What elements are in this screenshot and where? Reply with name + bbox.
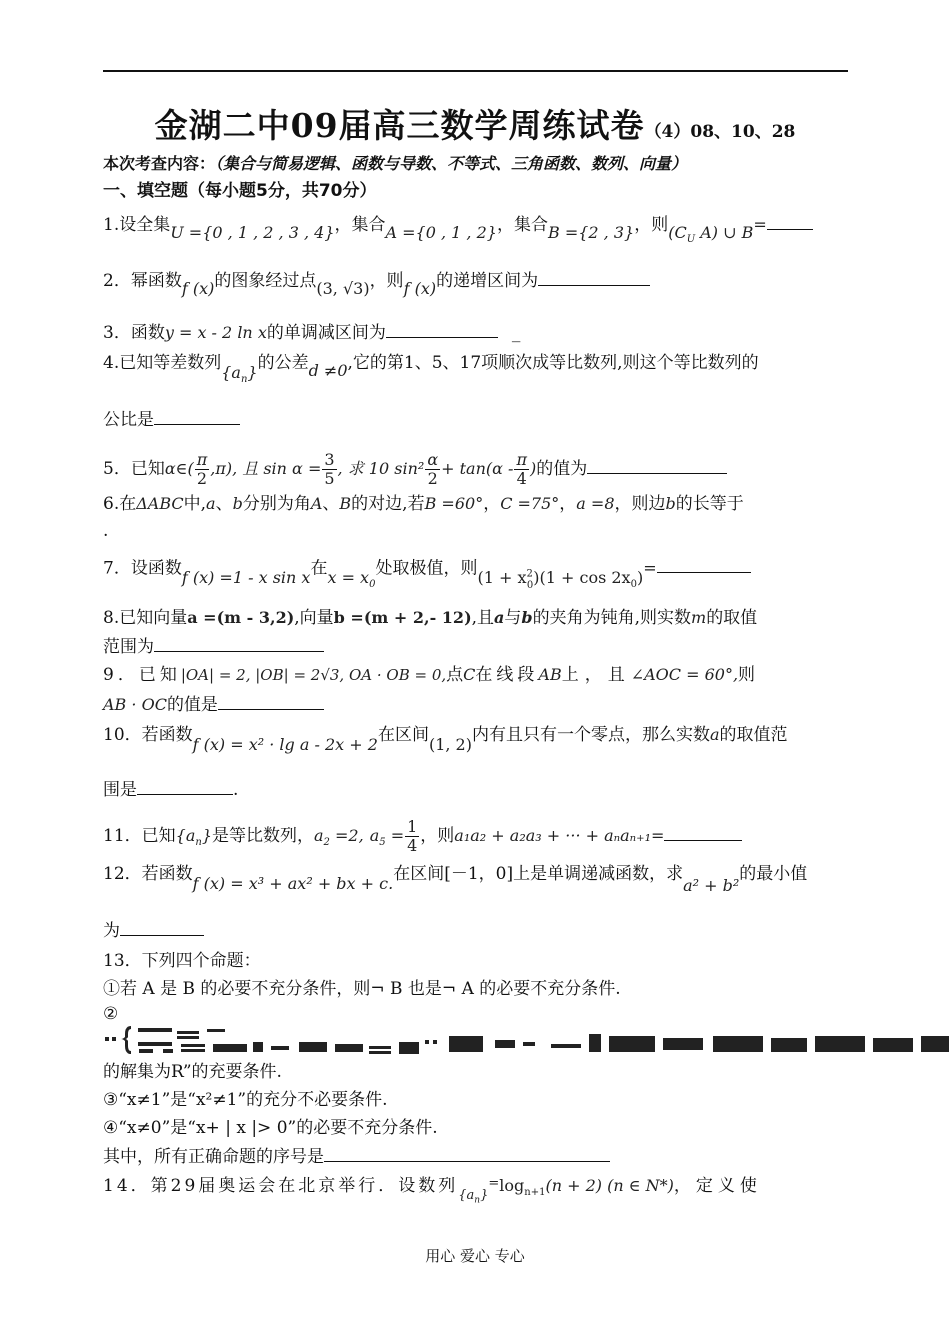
q4-text-b: 的公差 bbox=[257, 353, 309, 373]
q13-statement-2-label: ② bbox=[103, 1004, 119, 1024]
question-1 bbox=[103, 214, 853, 246]
q4-math-seq bbox=[221, 363, 258, 386]
answer-blank-12[interactable] bbox=[120, 920, 204, 936]
q9-t-c: 在线段 bbox=[475, 665, 539, 685]
q2-text-a: 2．幂函数 bbox=[103, 271, 182, 291]
q14-equals: = bbox=[488, 1176, 500, 1191]
q14-seq-a: {a bbox=[458, 1188, 475, 1203]
q7-math-x0 bbox=[327, 568, 376, 591]
answer-blank-13[interactable] bbox=[324, 1146, 610, 1162]
q1-expr-b: A) ∪ B bbox=[695, 223, 754, 242]
garbled-formula-image bbox=[103, 1020, 949, 1058]
q5-frac-2-den: 5 bbox=[324, 469, 335, 488]
q11-frac-num: 1 bbox=[407, 817, 418, 836]
q1-expr-sub: U bbox=[686, 234, 696, 246]
q14-t-b: ，定义使 bbox=[673, 1176, 762, 1196]
answer-blank-10[interactable] bbox=[137, 779, 233, 795]
question-12-cont bbox=[103, 920, 853, 942]
question-10-cont bbox=[103, 779, 853, 801]
q7-equals: = bbox=[643, 558, 657, 578]
q11-t-b: 是等比数列， bbox=[212, 826, 314, 846]
q9-m-2: C bbox=[463, 665, 476, 684]
q11-a2-a: a bbox=[314, 826, 324, 845]
q14-log-b: (n + 2) (n ∈ N*) bbox=[545, 1176, 674, 1195]
q6-m-1: ΔABC bbox=[136, 494, 184, 513]
q1-text-d: ，则 bbox=[634, 215, 669, 235]
q6-m-9: b bbox=[665, 494, 676, 513]
q8-vec-a: a =(m - 3,2) bbox=[187, 608, 295, 627]
q4-text-a: 4.已知等差数列 bbox=[103, 353, 222, 373]
q5-frac-4 bbox=[514, 451, 529, 488]
q11-seq-a: {a bbox=[175, 826, 196, 845]
q3-math: y = x - 2 ln x bbox=[164, 323, 267, 342]
q1-text-b: ，集合 bbox=[334, 215, 386, 235]
q6-t-h: ， bbox=[559, 494, 577, 514]
page-footer: 用心 爱心 专心 bbox=[425, 1247, 525, 1265]
q4-seq-sub: n bbox=[240, 374, 248, 386]
q2-text-d: 的递增区间为 bbox=[436, 271, 539, 291]
q5-frac-2-num: 3 bbox=[324, 450, 335, 469]
q7-math-expr bbox=[477, 568, 644, 591]
q12-t-b: 在区间[－1，0]上是单调递减函数，求 bbox=[393, 864, 684, 884]
q14-log-sub: n+1 bbox=[524, 1187, 546, 1199]
q8-t-b: ,向量 bbox=[294, 608, 334, 628]
q8-a: a bbox=[494, 608, 505, 627]
q4-seq-a: {a bbox=[221, 363, 241, 382]
q1-math-expr bbox=[668, 223, 754, 246]
q10-t-f: . bbox=[233, 780, 239, 800]
q5-frac-1 bbox=[195, 451, 210, 488]
question-13: 13．下列四个命题： bbox=[103, 951, 261, 971]
q13-statement-4: ④“x≠0”是“x+ | x |> 0”的必要不充分条件. bbox=[103, 1118, 438, 1138]
q4-math-d: d ≠0 bbox=[308, 361, 348, 380]
section-heading: 一、填空题（每小题5分，共70分） bbox=[103, 181, 377, 201]
q11-t-c: ，则 bbox=[420, 826, 455, 846]
question-14 bbox=[103, 1175, 853, 1204]
q6-m-8: a =8 bbox=[576, 494, 615, 513]
q6-t-d: 分别为角 bbox=[242, 494, 311, 514]
q5-frac-4-num: π bbox=[516, 450, 527, 469]
q7-expr-sup: 2 bbox=[526, 569, 533, 580]
q13-answer-line bbox=[103, 1146, 853, 1168]
q5-math-4: + tan(α - bbox=[441, 459, 514, 478]
answer-blank-3[interactable] bbox=[386, 322, 498, 338]
q1-text-a: 1.设全集 bbox=[103, 215, 171, 235]
q6-t-a: 6.在 bbox=[103, 494, 137, 514]
q12-t-d: 为 bbox=[103, 921, 120, 941]
q6-t-i: ，则边 bbox=[614, 494, 666, 514]
question-7 bbox=[103, 554, 853, 591]
q11-seq bbox=[175, 826, 212, 849]
q5-frac-1-num: π bbox=[196, 450, 208, 469]
q11-a5-b: = bbox=[385, 826, 405, 845]
title-suffix: （4）08、10、28 bbox=[644, 122, 796, 142]
q10-t-e: 围是 bbox=[103, 780, 137, 800]
q13-answer-text: 其中，所有正确命题的序号是 bbox=[103, 1147, 324, 1167]
q11-frac-den: 4 bbox=[407, 836, 418, 855]
q6-m-5: B bbox=[339, 494, 352, 513]
q14-log bbox=[499, 1176, 674, 1199]
q8-t-e: 的夹角为钝角,则实数 bbox=[532, 608, 692, 628]
q14-seq-b: } bbox=[480, 1188, 489, 1203]
q12-m-2: a² + b² bbox=[683, 876, 740, 895]
q3-tail: _ bbox=[511, 323, 521, 343]
q14-t-a: 14．第29届奥运会在北京举行．设数列 bbox=[103, 1176, 459, 1196]
q8-t-f: 的取值 bbox=[706, 608, 758, 628]
q6-t-f: 的对边,若 bbox=[351, 494, 425, 514]
q10-t-c: 内有且只有一个零点，那么实数 bbox=[471, 725, 710, 745]
q10-m-3: a bbox=[709, 725, 720, 744]
q5-math-3: , 求 10 sin² bbox=[337, 459, 425, 478]
q13-statement-1: ①若 A 是 B 的必要不充分条件，则¬ B 也是¬ A 的必要不充分条件. bbox=[103, 979, 621, 999]
q7-expr-sub: 0 bbox=[526, 579, 534, 591]
q6-m-2: a bbox=[206, 494, 216, 513]
answer-blank-11[interactable] bbox=[664, 825, 742, 841]
question-2 bbox=[103, 270, 853, 298]
q11-equals: = bbox=[651, 826, 665, 845]
q9-m-1: |OA| = 2, |OB| = 2√3, OA · OB = 0, bbox=[180, 666, 447, 684]
title-text: 金湖二中09届高三数学周练试卷 bbox=[154, 106, 645, 145]
q10-t-a: 10．若函数 bbox=[103, 725, 193, 745]
q7-expr-c: ) bbox=[636, 568, 644, 588]
q1-math-b: B ={2 , 3} bbox=[547, 223, 635, 242]
q7-x0-sub: 0 bbox=[369, 579, 376, 591]
q12-t-a: 12．若函数 bbox=[103, 864, 193, 884]
question-11 bbox=[103, 818, 853, 855]
q5-math-2: ,π), 且 sin α = bbox=[210, 459, 322, 478]
q14-seq-sub: n bbox=[474, 1195, 481, 1206]
question-4-cont bbox=[103, 409, 853, 431]
scope-line bbox=[103, 153, 853, 175]
q10-m-2: (1, 2) bbox=[428, 735, 472, 754]
q3-text-a: 3．函数 bbox=[103, 323, 165, 343]
q11-a5-sub: 5 bbox=[379, 837, 386, 849]
q1-text-c: ，集合 bbox=[496, 215, 548, 235]
q11-a2-sub: 2 bbox=[323, 837, 330, 849]
answer-blank-9[interactable] bbox=[218, 694, 324, 710]
q4-text-c: ,它的第1、5、17项顺次成等比数列,则这个等比数列的 bbox=[347, 353, 759, 373]
q8-vec-b: b =(m + 2,- 12) bbox=[333, 608, 472, 627]
q7-text-b: 在 bbox=[310, 558, 328, 579]
q11-seq-b: } bbox=[201, 826, 212, 845]
answer-blank-5[interactable] bbox=[587, 458, 727, 474]
q8-t-g: 范围为 bbox=[103, 637, 154, 657]
q11-seq-sub: n bbox=[195, 837, 202, 849]
scope-label: 本次考查内容： bbox=[103, 154, 216, 173]
q7-text-a: 7．设函数 bbox=[103, 558, 182, 579]
q6-t-b: 中, bbox=[183, 494, 207, 514]
q8-m: m bbox=[691, 608, 707, 627]
question-4 bbox=[103, 352, 853, 386]
q5-frac-2 bbox=[322, 451, 336, 488]
question-9 bbox=[103, 664, 853, 686]
q11-sum: a₁a₂ + a₂a₃ + ··· + aₙaₙ₊₁ bbox=[454, 826, 652, 845]
q8-t-a: 8.已知向量 bbox=[103, 608, 188, 628]
q6-m-3: b bbox=[232, 494, 243, 513]
q12-m-1: f (x) = x³ + ax² + bx + c. bbox=[192, 874, 394, 893]
q6-t-c: 、 bbox=[215, 494, 233, 514]
question-12 bbox=[103, 863, 853, 895]
q5-frac-3-num: α bbox=[427, 450, 439, 469]
q11-a2 bbox=[314, 826, 364, 849]
question-5 bbox=[103, 451, 853, 488]
q9-m-4: ∠AOC = 60°, bbox=[630, 665, 739, 684]
q9-t-b: 点 bbox=[446, 665, 464, 685]
q14-log-a: log bbox=[499, 1176, 525, 1195]
q2-math-f2: f (x) bbox=[403, 279, 437, 298]
q10-m-1: f (x) = x² · lg a - 2x + 2 bbox=[192, 735, 378, 754]
q12-t-c: 的最小值 bbox=[739, 864, 808, 884]
q10-t-d: 的取值范 bbox=[719, 725, 788, 745]
q7-expr-sub2: 0 bbox=[630, 579, 637, 591]
garbled-formula-graphic bbox=[103, 1020, 949, 1058]
q6-t-g: ， bbox=[483, 494, 501, 514]
q5-frac-1-den: 2 bbox=[196, 469, 208, 488]
q2-text-b: 的图象经过点 bbox=[214, 271, 317, 291]
q1-math-a: A ={0 , 1 , 2} bbox=[385, 223, 497, 242]
q8-t-d: 与 bbox=[504, 608, 522, 628]
q14-seq bbox=[458, 1188, 489, 1206]
q1-expr-a: (C bbox=[668, 223, 687, 242]
q11-a2-b: =2, bbox=[329, 826, 364, 845]
question-6 bbox=[103, 493, 853, 515]
q9-t-e: 则 bbox=[738, 665, 756, 685]
answer-blank-8[interactable] bbox=[154, 636, 324, 652]
q2-math-f: f (x) bbox=[181, 279, 215, 298]
answer-blank-1[interactable] bbox=[767, 214, 813, 230]
q8-t-c: ,且 bbox=[471, 608, 495, 628]
q1-math-u: U ={0 , 1 , 2 , 3 , 4} bbox=[170, 223, 335, 242]
q13-statement-3: ③“x≠1”是“x²≠1”的充分不必要条件. bbox=[103, 1090, 388, 1110]
question-6-cont: . bbox=[103, 521, 109, 541]
page-title bbox=[0, 100, 950, 147]
q2-math-point: (3, √3) bbox=[316, 279, 370, 298]
q4-text-d: 公比是 bbox=[103, 410, 154, 430]
q5-math-1: α∈( bbox=[164, 459, 194, 478]
q13-statement-2-tail: 的解集为R”的充要条件. bbox=[103, 1062, 282, 1082]
q5-frac-3-den: 2 bbox=[427, 469, 438, 488]
question-9-cont bbox=[103, 694, 853, 716]
q11-a5-a: a bbox=[369, 826, 380, 845]
q7-expr-a: (1 + x bbox=[477, 568, 527, 588]
q5-frac-3 bbox=[425, 451, 440, 488]
q1-equals: = bbox=[753, 215, 767, 234]
question-8 bbox=[103, 607, 853, 629]
q9-t-a: 9．已知 bbox=[103, 665, 181, 685]
question-10 bbox=[103, 724, 853, 754]
q9-t-d: 上，且 bbox=[561, 665, 631, 685]
q6-m-6: B =60° bbox=[424, 494, 484, 513]
q6-t-j: 的长等于 bbox=[675, 494, 744, 514]
q6-m-7: C =75° bbox=[500, 494, 560, 513]
q7-text-c: 处取极值，则 bbox=[375, 558, 478, 579]
q5-frac-4-den: 4 bbox=[516, 469, 527, 488]
question-3 bbox=[103, 322, 853, 344]
q9-m-3: AB bbox=[538, 665, 562, 684]
answer-blank-4[interactable] bbox=[154, 409, 240, 425]
q11-a5 bbox=[369, 826, 405, 849]
q5-text-b: 的值为 bbox=[536, 459, 588, 479]
q6-t-e: 、 bbox=[322, 494, 340, 514]
q7-x0-a: x = x bbox=[327, 568, 370, 588]
q5-math-5: ) bbox=[529, 459, 537, 478]
q9-m-5: AB · OC bbox=[103, 695, 167, 714]
q5-text-a: 5．已知 bbox=[103, 459, 165, 479]
question-8-cont bbox=[103, 636, 853, 658]
answer-blank-7[interactable] bbox=[657, 557, 751, 573]
q7-expr-b: )(1 + cos 2x bbox=[533, 568, 631, 588]
scope-text: （集合与简易逻辑、函数与导数、不等式、三角函数、数列、向量） bbox=[215, 154, 688, 173]
q10-t-b: 在区间 bbox=[377, 725, 429, 745]
q7-math-f: f (x) =1 - x sin x bbox=[181, 568, 311, 588]
q9-t-f: 的值是 bbox=[166, 695, 218, 715]
q8-b: b bbox=[521, 608, 533, 627]
q11-t-a: 11．已知 bbox=[103, 826, 176, 846]
answer-blank-2[interactable] bbox=[538, 270, 650, 286]
top-rule bbox=[103, 70, 848, 72]
q4-seq-b: } bbox=[247, 363, 258, 382]
q3-text-b: 的单调减区间为 bbox=[266, 323, 386, 343]
q6-m-4: A bbox=[310, 494, 323, 513]
q11-frac bbox=[405, 818, 419, 855]
q2-text-c: ，则 bbox=[369, 271, 404, 291]
